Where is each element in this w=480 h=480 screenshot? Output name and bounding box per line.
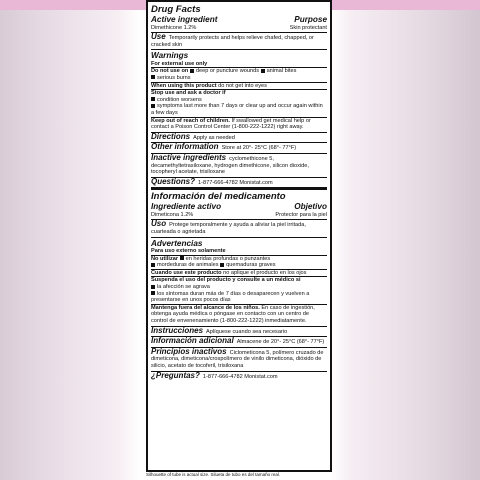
bullet-icon	[151, 291, 155, 295]
cuando-use-line	[151, 269, 327, 277]
inactive-text: cyclomethicone 5, decamethyltetrasiloxane, hydrogen dimethicone, silicon dioxide, tocopheryl acetate, trisiloxane	[151, 155, 309, 176]
instrucciones-heading: Instrucciones	[151, 325, 204, 335]
keep-out-text: If swallowed get medical help or contact a Poison Control Center (1-800-222-1222) right away.	[151, 117, 311, 131]
principios-inactivos-section	[151, 348, 327, 372]
uso-section	[151, 220, 327, 237]
preguntas-section	[151, 372, 327, 382]
do-not-use-item: animal bites	[266, 68, 297, 75]
warnings-heading: Warnings	[151, 51, 189, 61]
keep-out-block	[151, 117, 327, 131]
questions-heading: Questions?	[151, 176, 196, 186]
info-medicamento-title: Información del medicamento	[151, 191, 286, 203]
purpose-heading: Purpose	[294, 15, 327, 24]
preguntas-heading: ¿Preguntas?	[151, 370, 200, 380]
bullet-icon	[261, 69, 265, 73]
stop-use-block	[151, 89, 327, 116]
suspenda-item: los síntomas duran más de 7 días o desaparecen y vuelven a presentarse en unos pocos días	[151, 290, 310, 304]
inactive-section	[151, 154, 327, 178]
preguntas-text: 1-877-666-4782 Monistat.com	[202, 373, 278, 380]
when-using-line	[151, 82, 327, 90]
bullet-icon	[220, 263, 224, 267]
active-ingredient-row	[151, 25, 327, 32]
drug-facts-title: Drug Facts	[151, 4, 201, 15]
use-text: Temporarily protects and helps relieve chafed, chapped, or cracked skin	[151, 35, 314, 48]
advertencias-section	[151, 238, 327, 327]
active-ingredient-heading: Active ingredient	[151, 15, 218, 24]
inactive-heading: Inactive ingredients	[151, 152, 227, 162]
suspenda-label: Suspenda el uso del producto y consulte a un médico si	[151, 277, 301, 284]
no-utilizar-label: No utilizar	[151, 255, 179, 262]
info-adicional-text: Almacene de 20°- 25°C (68°- 77°F)	[236, 339, 325, 346]
mantenga-label: Mantenga fuera del alcance de los niños.	[151, 304, 260, 311]
instrucciones-text: Aplíquese cuando sea necesario	[206, 328, 288, 335]
bullet-icon	[151, 263, 155, 267]
when-using-label: When using this product	[151, 82, 217, 89]
other-info-text: Store at 20°- 25°C (68°- 77°F)	[221, 145, 297, 152]
ingrediente-activo-row	[151, 212, 327, 219]
activo-objetivo-headings	[151, 202, 327, 212]
external-use-line: For external use only	[151, 60, 208, 67]
bullet-icon	[180, 256, 184, 260]
do-not-use-line	[151, 67, 327, 81]
no-utilizar-item: en heridas profundas o punzantes	[185, 255, 271, 262]
stop-use-item: symptoms last more than 7 days or clear up and occur again within a few days	[151, 103, 323, 116]
mantenga-text: En caso de ingestión, obtenga ayuda médica o póngase en contacto con un centro de control de envenenamiento (1-800-222-1222) inmediatamente.	[151, 304, 315, 324]
silhouette-footer: Silhouette of tube is actual size. Silueta de tubo es del tamaño real.	[146, 472, 281, 477]
principios-inactivos-text: Ciclometicona 5, polímero cruzado de dimeticona, dimeticona/crospolímero de vinilo dimeticona, dióxido de silicio, acetato de tocoferil, trisiloxana	[151, 349, 324, 369]
bullet-icon	[151, 75, 155, 79]
objetivo-heading: Objetivo	[294, 202, 327, 212]
do-not-use-item: deep or puncture wounds	[195, 68, 259, 75]
bullet-icon	[151, 104, 155, 108]
use-heading: Use	[151, 32, 166, 42]
info-medicamento-header	[151, 190, 327, 220]
suspenda-item: la afección se agrava	[157, 284, 210, 291]
stop-use-label: Stop use and ask a doctor if	[151, 90, 226, 97]
directions-text: Apply as needed	[193, 134, 235, 141]
uso-text: Protege temporalmente y ayuda a aliviar la piel irritada, cuarteada o agrietada	[151, 222, 306, 235]
advertencias-heading: Advertencias	[151, 238, 203, 248]
stop-use-item: condition worsens	[157, 96, 202, 103]
drug-facts-panel	[146, 0, 332, 472]
questions-section	[151, 178, 327, 191]
do-not-use-label: Do not use on	[151, 68, 189, 75]
ingrediente-activo-value: Dimeticona 1.2%	[151, 211, 194, 218]
mantenga-block	[151, 304, 327, 325]
active-purpose-headings	[151, 15, 327, 25]
uso-heading: Uso	[151, 219, 167, 229]
uso-externo-line: Para uso externo solamente	[151, 248, 226, 255]
use-section	[151, 33, 327, 50]
no-utilizar-item: mordeduras de animales	[157, 262, 219, 269]
no-utilizar-item: quemaduras graves	[226, 262, 276, 269]
objetivo-value: Protector para la piel	[275, 211, 327, 218]
keep-out-label: Keep out of reach of children.	[151, 117, 230, 124]
drug-facts-header	[151, 3, 327, 33]
warnings-section	[151, 50, 327, 132]
cuando-use-label: Cuando use este producto	[151, 269, 222, 276]
principios-inactivos-heading: Principios inactivos	[151, 346, 227, 356]
bullet-icon	[151, 285, 155, 289]
suspenda-block	[151, 276, 327, 303]
bullet-icon	[190, 69, 194, 73]
no-utilizar-line	[151, 255, 327, 269]
other-info-heading: Other information	[151, 142, 219, 152]
bullet-icon	[151, 97, 155, 101]
info-adicional-heading: Información adicional	[151, 336, 234, 346]
when-using-text: do not get into eyes	[218, 82, 267, 89]
purpose-value: Skin protectant	[289, 24, 327, 31]
questions-text: 1-877-666-4782 Monistat.com	[198, 179, 273, 186]
do-not-use-item: serious burns	[157, 74, 191, 81]
directions-heading: Directions	[151, 131, 191, 141]
active-ingredient-value: Dimethicone 1.2%	[151, 24, 197, 31]
cuando-use-text: no aplique el producto en los ojos	[223, 269, 307, 276]
ingrediente-activo-heading: Ingrediente activo	[151, 202, 222, 212]
